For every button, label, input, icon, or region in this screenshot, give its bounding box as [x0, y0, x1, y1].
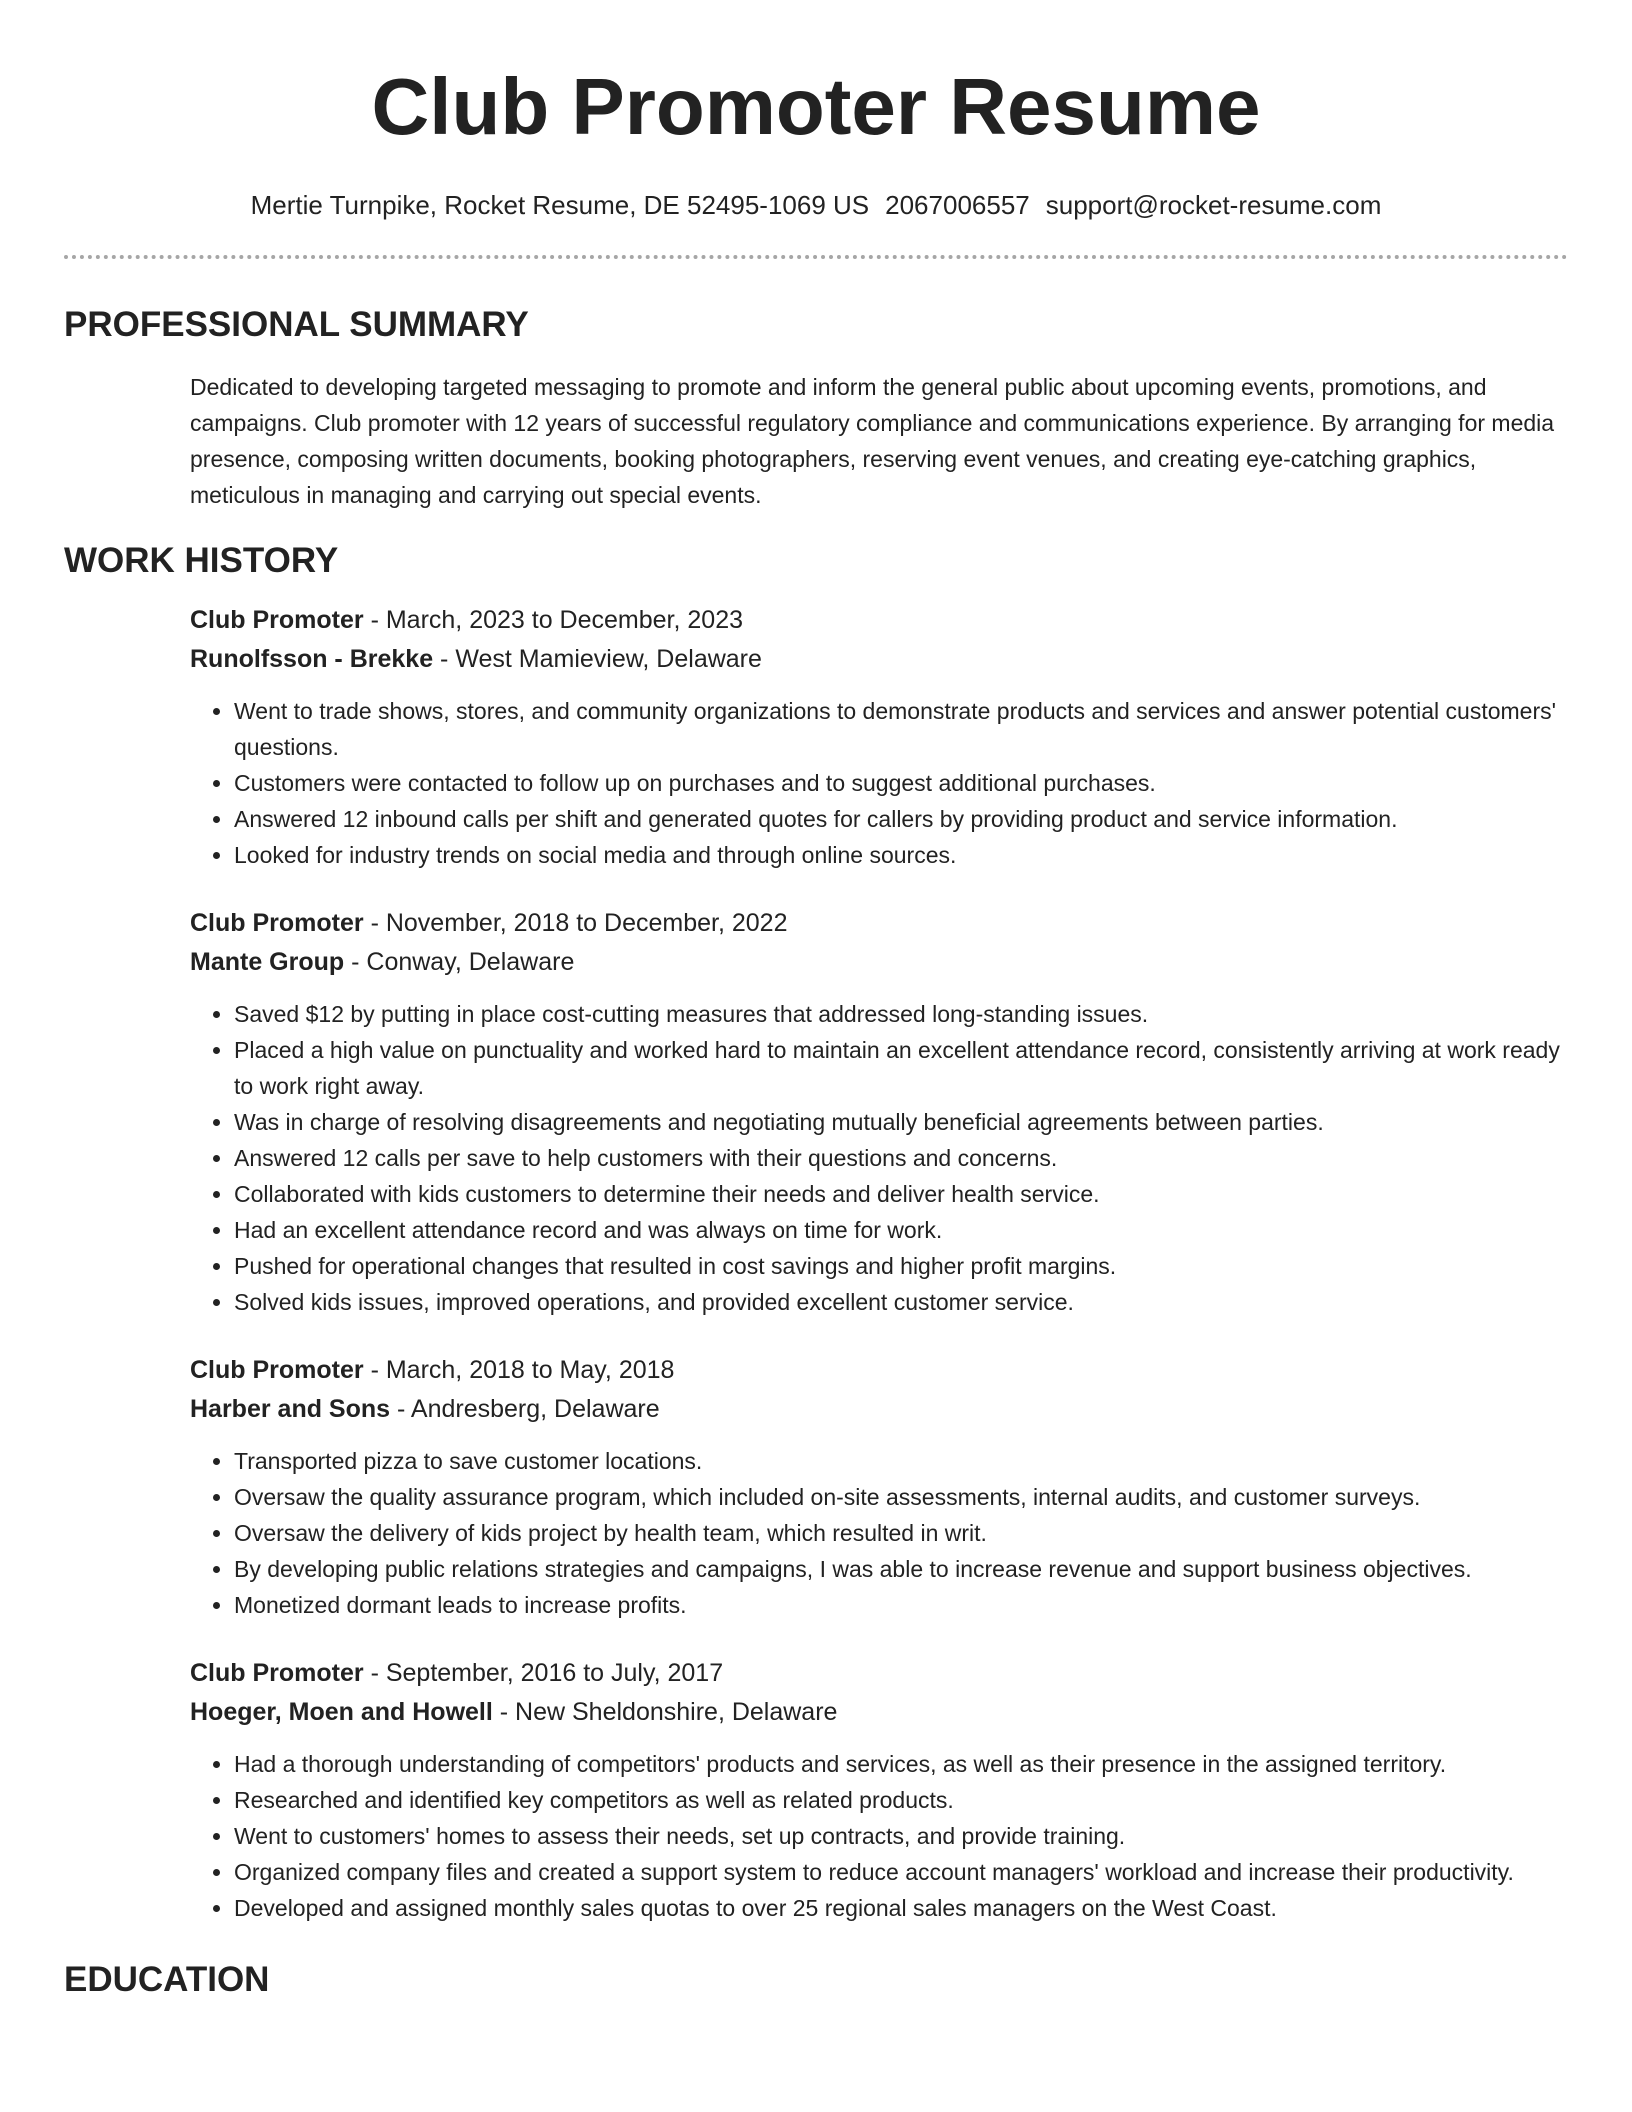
page-title: Club Promoter Resume: [371, 62, 1261, 151]
job-bullet: • Collaborated with kids customers to determine their needs and deliver health service.: [234, 1176, 1568, 1212]
job-dates: - November, 2018 to December, 2022: [363, 909, 788, 937]
job-bullet: • Answered 12 calls per save to help customers with their questions and concerns.: [234, 1140, 1568, 1176]
job-title-line: [190, 904, 1568, 943]
job-bullet: • By developing public relations strategies and campaigns, I was able to increase revenue and support business objectives.: [234, 1551, 1568, 1587]
job-location: - Conway, Delaware: [344, 948, 575, 976]
summary-text: Dedicated to developing targeted messaging to promote and inform the general public about upcoming events, promotions, and campaigns. Club promoter with 12 years of successful regulatory compliance and communications experience. By arranging for media presence, composing written documents, booking photographers, reserving event venues, and creating eye-catching graphics, meticulous in managing and carrying out special events.: [190, 374, 1555, 508]
job-company-line: [190, 1693, 1568, 1732]
job-title-line: [190, 601, 1568, 640]
header-divider: [64, 255, 1568, 259]
job-bullet: • Solved kids issues, improved operations, and provided excellent customer service.: [234, 1284, 1568, 1320]
job-bullets: [190, 693, 1568, 873]
job-title: Club Promoter: [190, 909, 364, 937]
job-bullet: • Had an excellent attendance record and was always on time for work.: [234, 1212, 1568, 1248]
job-title-line: [190, 1351, 1568, 1390]
job-bullets: [190, 1443, 1568, 1623]
job-dates: - September, 2016 to July, 2017: [363, 1659, 724, 1687]
resume-page: [64, 0, 1568, 2002]
job-title: Club Promoter: [190, 1659, 364, 1687]
contact-line: [64, 188, 1568, 222]
contact-phone: 2067006557: [885, 190, 1030, 220]
job-entry: [190, 904, 1568, 1320]
job-entry: [190, 601, 1568, 873]
job-dates: - March, 2018 to May, 2018: [363, 1356, 675, 1384]
contact-email: support@rocket-resume.com: [1045, 190, 1382, 220]
job-company-line: [190, 943, 1568, 982]
job-bullets: [190, 1746, 1568, 1926]
job-location: - West Mamieview, Delaware: [433, 645, 762, 673]
job-bullet: • Saved $12 by putting in place cost-cutting measures that addressed long-standing issues.: [234, 996, 1568, 1032]
job-bullet: • Oversaw the delivery of kids project by health team, which resulted in writ.: [234, 1515, 1568, 1551]
job-bullet: • Organized company files and created a support system to reduce account managers' workload and increase their productivity.: [234, 1854, 1568, 1890]
job-bullet: • Answered 12 inbound calls per shift and generated quotes for callers by providing product and service information.: [234, 801, 1568, 837]
job-bullet: • Customers were contacted to follow up on purchases and to suggest additional purchases.: [234, 765, 1568, 801]
job-company: Runolfsson - Brekke: [190, 645, 434, 673]
job-company-line: [190, 640, 1568, 679]
job-bullets: [190, 996, 1568, 1320]
job-title: Club Promoter: [190, 606, 364, 634]
contact-address: Mertie Turnpike, Rocket Resume, DE 52495-1069 US: [250, 190, 870, 220]
section-title-education: EDUCATION: [64, 1960, 270, 1999]
job-bullet: • Went to customers' homes to assess their needs, set up contracts, and provide training.: [234, 1818, 1568, 1854]
job-title: Club Promoter: [190, 1356, 364, 1384]
job-bullet: • Went to trade shows, stores, and community organizations to demonstrate products and services and answer potential customers' questions.: [234, 693, 1568, 765]
job-bullet: • Transported pizza to save customer locations.: [234, 1443, 1568, 1479]
job-company-line: [190, 1390, 1568, 1429]
job-company: Harber and Sons: [190, 1395, 391, 1423]
job-title-line: [190, 1654, 1568, 1693]
job-bullet: • Looked for industry trends on social media and through online sources.: [234, 837, 1568, 873]
job-bullet: • Researched and identified key competitors as well as related products.: [234, 1782, 1568, 1818]
job-dates: - March, 2023 to December, 2023: [363, 606, 743, 634]
job-entry: [190, 1351, 1568, 1623]
job-bullet: • Had a thorough understanding of competitors' products and services, as well as their presence in the assigned territory.: [234, 1746, 1568, 1782]
job-entry: [190, 1654, 1568, 1926]
job-company: Hoeger, Moen and Howell: [190, 1698, 493, 1726]
section-title-work-history: WORK HISTORY: [64, 541, 339, 580]
job-bullet: • Oversaw the quality assurance program, which included on-site assessments, internal audits, and customer surveys.: [234, 1479, 1568, 1515]
job-location: - Andresberg, Delaware: [390, 1395, 660, 1423]
job-location: - New Sheldonshire, Delaware: [492, 1698, 838, 1726]
job-bullet: • Was in charge of resolving disagreements and negotiating mutually beneficial agreements between parties.: [234, 1104, 1568, 1140]
job-bullet: • Pushed for operational changes that resulted in cost savings and higher profit margins.: [234, 1248, 1568, 1284]
job-bullet: • Developed and assigned monthly sales quotas to over 25 regional sales managers on the West Coast.: [234, 1890, 1568, 1926]
job-bullet: • Monetized dormant leads to increase profits.: [234, 1587, 1568, 1623]
section-title-professional-summary: PROFESSIONAL SUMMARY: [64, 305, 529, 344]
job-company: Mante Group: [190, 948, 345, 976]
job-bullet: • Placed a high value on punctuality and worked hard to maintain an excellent attendance record, consistently arriving at work ready to work right away.: [234, 1032, 1568, 1104]
